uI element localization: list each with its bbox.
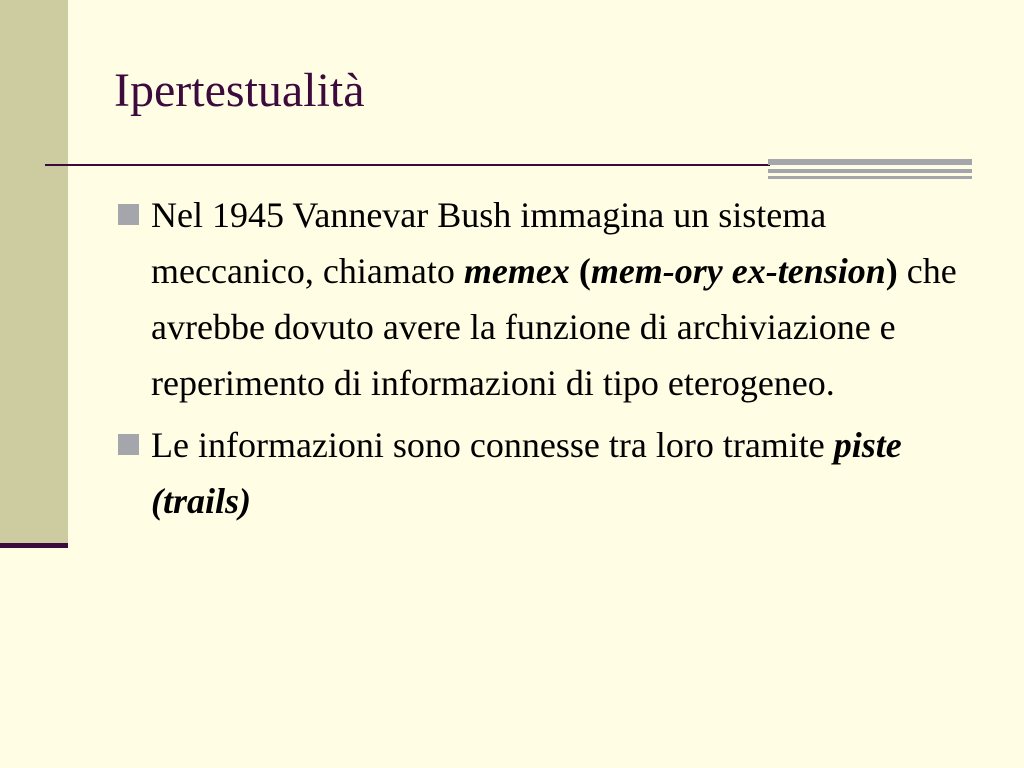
bullet-emphasis: memex <box>463 251 570 291</box>
slide-title: Ipertestualità <box>114 64 365 117</box>
bullet-emphasis: mem-ory ex-tension <box>590 251 886 291</box>
divider-accent-bar <box>768 169 972 173</box>
bullet-text: Le informazioni sono connesse tra loro tramite <box>151 425 834 465</box>
bullet-text: ) <box>885 251 898 291</box>
divider-accent-bar <box>768 176 972 179</box>
square-bullet-icon <box>118 434 139 455</box>
bullet-list <box>115 187 975 535</box>
side-decoration-accent <box>0 543 68 548</box>
bullet-item <box>115 187 975 411</box>
side-decoration-bar <box>0 0 68 548</box>
bullet-text: che avrebbe dovuto avere la funzione di archiviazione e reperimento di informazioni di tipo eterogeneo. <box>151 251 957 403</box>
bullet-item <box>115 417 975 529</box>
bullet-text: Nel 1945 Vannevar Bush immagina un sistema meccanico, chiamato <box>151 195 827 291</box>
square-bullet-icon <box>118 204 139 225</box>
divider-accent-bar <box>768 159 972 165</box>
bullet-text: ( <box>569 251 591 291</box>
title-divider <box>45 164 770 166</box>
bullet-emphasis: piste (trails) <box>151 425 902 521</box>
